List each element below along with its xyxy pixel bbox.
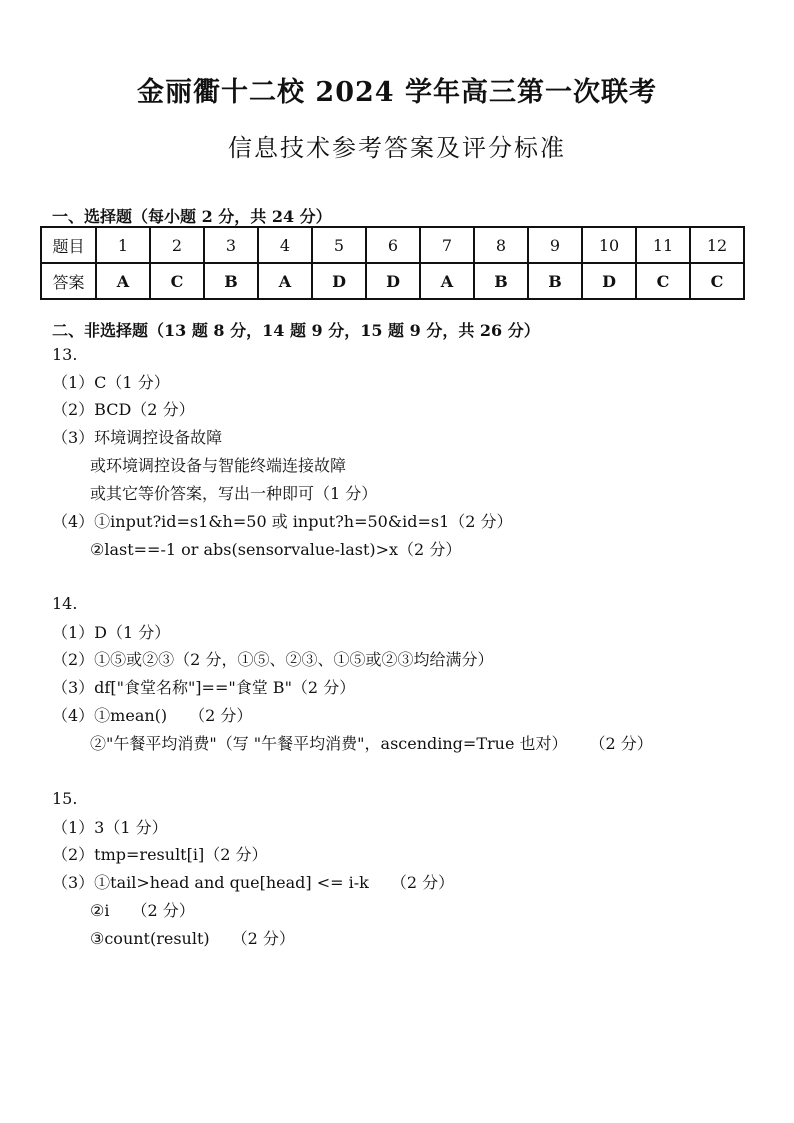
q15-answer-3-line2-text: ②i xyxy=(90,901,110,920)
q15-answer-3-line3-score: （2 分） xyxy=(231,929,295,948)
question-number: 11 xyxy=(636,227,690,263)
question-number: 7 xyxy=(420,227,474,263)
q13-number: 13. xyxy=(52,345,78,364)
section1-heading: 一、选择题（每小题 2 分，共 24 分） xyxy=(52,207,332,226)
question-number: 5 xyxy=(312,227,366,263)
q13-answer-3-line3: 或其它等价答案，写出一种即可（1 分） xyxy=(90,484,378,503)
question-number: 2 xyxy=(150,227,204,263)
q13-answer-1: （1）C（1 分） xyxy=(52,373,170,392)
q14-answer-4-line2-score: （2 分） xyxy=(589,734,653,753)
question-number: 12 xyxy=(690,227,744,263)
q15-answer-3-line3 xyxy=(90,929,295,949)
row-label-number: 题目 xyxy=(41,227,96,263)
q14-answer-3: （3）df["食堂名称"]=="食堂 B"（2 分） xyxy=(52,678,356,697)
question-number: 9 xyxy=(528,227,582,263)
q15-answer-3-line2-score: （2 分） xyxy=(131,901,195,920)
q15-answer-3-text: （3）①tail>head and que[head] <= i-k xyxy=(52,873,369,892)
answer-cell: B xyxy=(528,263,582,299)
answer-table xyxy=(40,226,745,300)
q14-answer-4-text: （4）①mean() xyxy=(52,706,168,725)
q14-answer-4-line2 xyxy=(90,734,653,754)
q13-answer-4-line2: ②last==-1 or abs(sensorvalue-last)>x（2 分） xyxy=(90,540,462,559)
q13-answer-3: （3）环境调控设备故障 xyxy=(52,428,223,447)
answer-cell: B xyxy=(474,263,528,299)
q13-answer-4: （4）①input?id=s1&h=50 或 input?h=50&id=s1（2 分） xyxy=(52,512,513,531)
question-number: 1 xyxy=(96,227,150,263)
q15-answer-2: （2）tmp=result[i]（2 分） xyxy=(52,845,268,864)
page-subtitle: 信息技术参考答案及评分标准 xyxy=(228,134,566,162)
answer-cell: C xyxy=(150,263,204,299)
q15-answer-1: （1）3（1 分） xyxy=(52,818,168,837)
page-title: 金丽衢十二校 2024 学年高三第一次联考 xyxy=(137,77,657,108)
answer-cell: B xyxy=(204,263,258,299)
q15-answer-3-score: （2 分） xyxy=(390,873,455,892)
question-number: 4 xyxy=(258,227,312,263)
q15-number: 15. xyxy=(52,789,78,808)
q15-answer-3-line3-text: ③count(result) xyxy=(90,929,210,948)
question-number: 6 xyxy=(366,227,420,263)
answer-cell: A xyxy=(258,263,312,299)
q15-answer-3 xyxy=(52,873,454,893)
answer-cell: C xyxy=(636,263,690,299)
q14-answer-1: （1）D（1 分） xyxy=(52,623,171,642)
table-row-numbers xyxy=(41,227,744,263)
q13-answer-2: （2）BCD（2 分） xyxy=(52,400,195,419)
table-row-answers xyxy=(41,263,744,299)
answer-cell: D xyxy=(312,263,366,299)
q13-answer-3-line2: 或环境调控设备与智能终端连接故障 xyxy=(90,456,347,475)
q15-answer-3-line2 xyxy=(90,901,195,921)
answer-cell: C xyxy=(690,263,744,299)
answer-cell: D xyxy=(366,263,420,299)
q14-answer-4 xyxy=(52,706,252,726)
question-number: 3 xyxy=(204,227,258,263)
row-label-answer: 答案 xyxy=(41,263,96,299)
q14-number: 14. xyxy=(52,594,78,613)
question-number: 10 xyxy=(582,227,636,263)
answer-cell: A xyxy=(420,263,474,299)
answer-cell: D xyxy=(582,263,636,299)
q14-answer-4-score: （2 分） xyxy=(189,706,253,725)
section2-heading: 二、非选择题（13 题 8 分，14 题 9 分，15 题 9 分，共 26 分） xyxy=(52,321,540,340)
question-number: 8 xyxy=(474,227,528,263)
q14-answer-2: （2）①⑤或②③（2 分，①⑤、②③、①⑤或②③均给满分） xyxy=(52,650,494,669)
answer-cell: A xyxy=(96,263,150,299)
q14-answer-4-line2-text: ②"午餐平均消费"（写 "午餐平均消费"，ascending=True 也对） xyxy=(90,734,568,753)
